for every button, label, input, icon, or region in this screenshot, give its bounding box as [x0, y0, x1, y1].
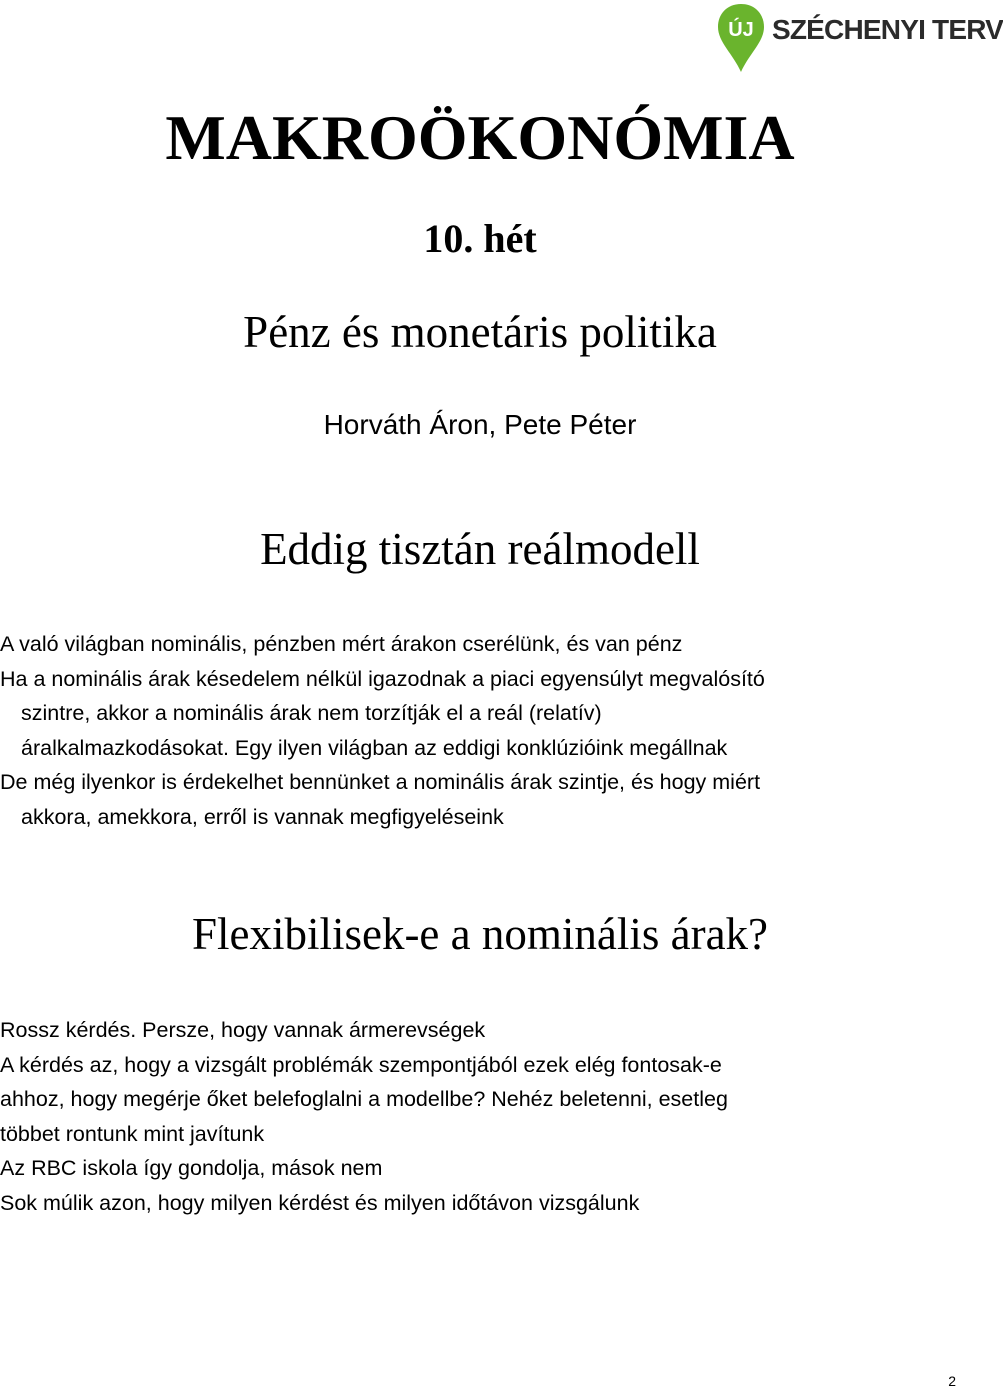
- section-heading: Eddig tisztán reálmodell: [260, 524, 700, 574]
- list-item-line: többet rontunk mint javítunk: [0, 1121, 265, 1146]
- logo-text: SZÉCHENYI TERV: [772, 14, 1003, 45]
- document-title: MAKROÖKONÓMIA: [165, 102, 795, 173]
- list-item: [0, 765, 920, 834]
- bullet-list: [0, 1013, 920, 1220]
- authors: Horváth Áron, Pete Péter: [323, 409, 637, 440]
- list-item: [0, 1186, 920, 1221]
- list-item-line: szintre, akkor a nominális árak nem torzítják el a reál (relatív): [21, 701, 602, 725]
- logo-badge-text: ÚJ: [728, 19, 754, 41]
- list-item: [0, 1013, 920, 1048]
- list-item: [0, 1048, 920, 1152]
- week-label: 10. hét: [423, 216, 537, 261]
- list-item-line: Rossz kérdés. Persze, hogy vannak ármerevségek: [0, 1018, 486, 1042]
- list-item: [0, 627, 920, 662]
- list-item: [0, 662, 920, 766]
- list-item-line: De még ilyenkor is érdekelhet bennünket a nominális árak szintje, és hogy miért: [0, 770, 761, 794]
- szechenyi-terv-logo: [712, 0, 1003, 80]
- document-subtitle: Pénz és monetáris politika: [243, 307, 717, 357]
- list-item: [0, 1151, 920, 1186]
- list-item-line: Sok múlik azon, hogy milyen kérdést és milyen időtávon vizsgálunk: [0, 1190, 640, 1215]
- list-item-line: A való világban nominális, pénzben mért árakon cserélünk, és van pénz: [0, 632, 683, 656]
- list-item-line: Az RBC iskola így gondolja, mások nem: [0, 1156, 383, 1180]
- list-item-line: áralkalmazkodásokat. Egy ilyen világban az eddigi konklúzióink megállnak: [21, 735, 728, 760]
- location-pin-icon: [716, 2, 766, 74]
- list-item-line: Ha a nominális árak késedelem nélkül igazodnak a piaci egyensúlyt megvalósító: [0, 666, 765, 691]
- section-heading: Flexibilisek-e a nominális árak?: [191, 909, 769, 959]
- list-item-line: ahhoz, hogy megérje őket belefoglalni a modellbe? Nehéz beletenni, esetleg: [0, 1087, 728, 1111]
- page-number: 2: [948, 1373, 956, 1389]
- list-item-line: akkora, amekkora, erről is vannak megfigyeléseink: [21, 804, 504, 829]
- list-item-line: A kérdés az, hogy a vizsgált problémák szempontjából ezek elég fontosak-e: [0, 1052, 722, 1077]
- bullet-list: [0, 627, 920, 834]
